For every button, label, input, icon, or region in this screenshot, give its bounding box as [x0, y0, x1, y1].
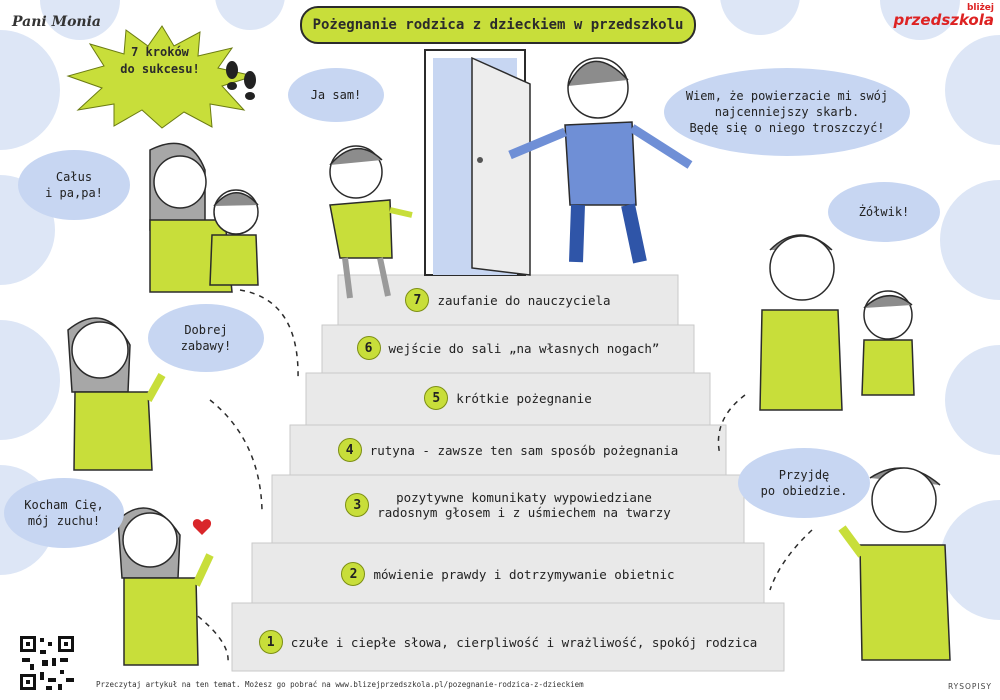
bubble-teacher-line-2: najcenniejszy skarb.: [714, 104, 860, 119]
step-3-text-line-1: pozytywne komunikaty wypowiedziane: [396, 490, 652, 505]
bubble-kiss-line-2: i pa,pa!: [45, 186, 103, 200]
step-2: [252, 562, 764, 586]
bubble-fun-line-1: Dobrej: [184, 322, 228, 337]
step-7-number: 7: [405, 288, 429, 312]
page-title: Pożegnanie rodzica z dzieckiem w przedszkolu: [300, 6, 696, 44]
step-2-number: 2: [341, 562, 365, 586]
teacher-figure: [510, 58, 690, 262]
step-4: [290, 438, 726, 462]
bubble-teacher: [664, 68, 910, 156]
bubble-love-line-1: Kocham Cię,: [24, 497, 104, 512]
bubble-fun-line-2: zabawy!: [180, 339, 232, 353]
step-6-number: 6: [357, 336, 381, 360]
bubble-fun: [148, 304, 264, 372]
step-3-number: 3: [345, 493, 369, 517]
bubble-kiss-line-1: Całus: [55, 169, 93, 184]
step-3-text-line-2: radosnym głosem i z uśmiechem na twarzy: [377, 505, 671, 520]
step-1: [232, 630, 784, 654]
badge-line-1: 7 kroków: [131, 45, 189, 59]
mother-hugging-figure: [150, 143, 258, 292]
step-1-number: 1: [259, 630, 283, 654]
bubble-love-line-2: mój zuchu!: [27, 514, 101, 528]
footer-note[interactable]: Przeczytaj artykuł na ten temat. Możesz go pobrać na www.blizejprzedszkola.pl/pozegnanie-rodzica-z-dzieckiem: [96, 680, 584, 689]
step-5: [306, 386, 710, 410]
illustrator-signature: RYSOPISY: [947, 682, 992, 691]
step-2-text: mówienie prawdy i dotrzymywanie obietnic: [373, 566, 675, 582]
step-1-text: czułe i ciepłe słowa, cierpliwość i wrażliwość, spokój rodzica: [290, 634, 758, 650]
step-5-text: krótkie pożegnanie: [456, 390, 592, 406]
bubble-child-alone: Ja sam!: [288, 68, 384, 122]
badge-line-2: do sukcesu!: [120, 61, 200, 76]
step-5-number: 5: [424, 386, 448, 410]
bubble-after-lunch-line-2: po obiedzie.: [760, 484, 848, 498]
bubble-love: [4, 478, 124, 548]
step-6: [322, 336, 694, 360]
step-4-number: 4: [338, 438, 362, 462]
step-7-text: zaufanie do nauczyciela: [437, 292, 611, 308]
bubble-turtle: Żółwik!: [828, 182, 940, 242]
bubble-after-lunch: [738, 448, 870, 518]
author-brand: Pani Monia: [12, 14, 101, 30]
mother-kiss-figure: [118, 508, 210, 665]
qr-code-icon[interactable]: [18, 634, 76, 692]
bubble-teacher-line-3: Będę się o niego troszczyć!: [689, 121, 885, 136]
step-6-text: wejście do sali „na własnych nogach”: [388, 340, 660, 356]
bubble-teacher-line-1: Wiem, że powierzacie mi swój: [685, 88, 889, 103]
father-fistbump-figure: [760, 235, 914, 410]
step-7: [338, 288, 678, 312]
bubble-after-lunch-line-1: Przyjdę: [778, 467, 830, 482]
logo-line-2: przedszkola: [893, 11, 994, 29]
child-walking-figure: [330, 146, 412, 298]
logo-line-1: bliżej: [966, 3, 994, 13]
step-4-text: rutyna - zawsze ten sam sposób pożegnania: [369, 442, 679, 458]
step-3: [272, 490, 744, 520]
heart-icon: [193, 519, 211, 535]
bubble-kiss: [18, 150, 130, 220]
